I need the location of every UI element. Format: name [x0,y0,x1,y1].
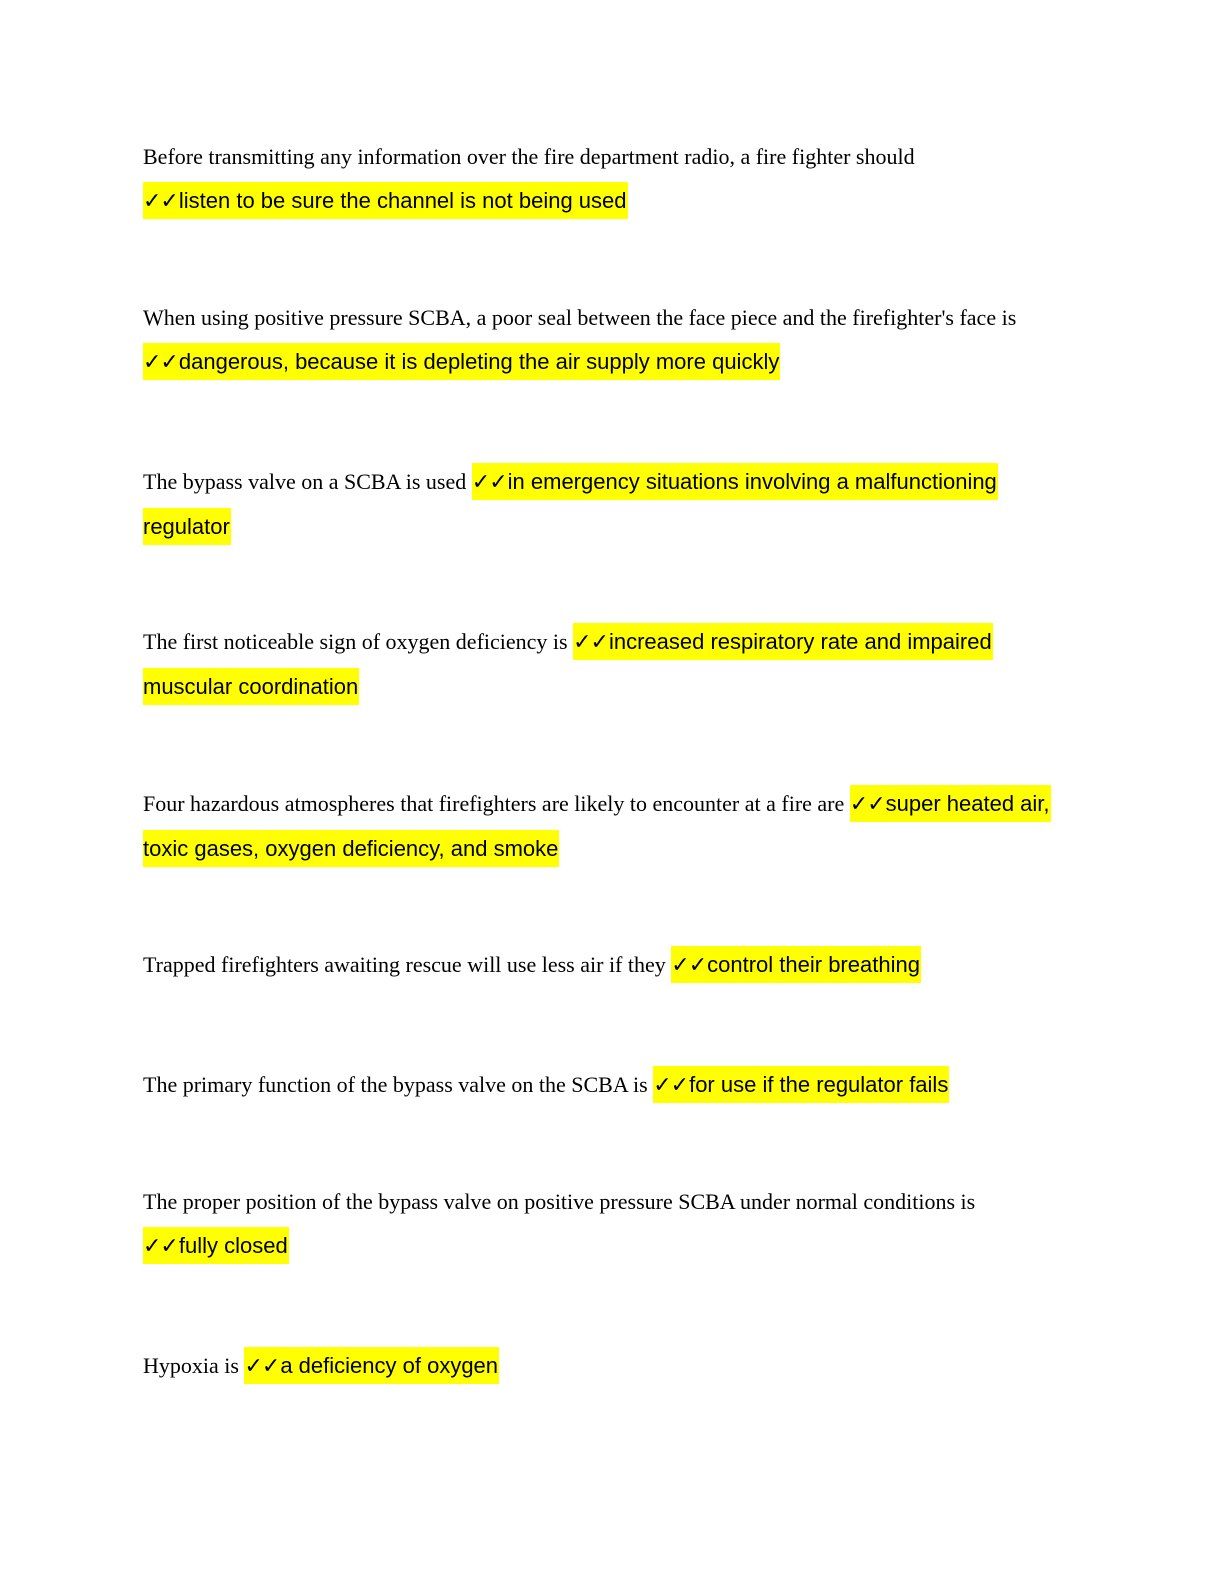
answer-highlight [671,946,921,983]
question-answer-item [143,135,1078,224]
answer-text: fully closed [178,1233,288,1258]
answer-highlight [143,1227,289,1264]
double-check-icon: ✓✓ [849,792,885,817]
double-check-icon: ✓✓ [143,350,178,375]
question-text: When using positive pressure SCBA, a poor seal between the face piece and the firefighter's face is [143,305,1017,330]
question-text: The bypass valve on a SCBA is used [143,469,472,494]
question-answer-item [143,1063,1078,1108]
answer-text: dangerous, because it is depleting the air supply more quickly [178,349,780,374]
double-check-icon: ✓✓ [471,470,507,495]
question-answer-item [143,620,1078,709]
double-check-icon: ✓✓ [143,1234,178,1259]
question-text: Four hazardous atmospheres that firefighters are likely to encounter at a fire are [143,791,850,816]
answer-text: listen to be sure the channel is not being used [178,188,627,213]
answer-text: increased respiratory rate and impaired muscular coordination [143,629,992,699]
answer-highlight [143,343,780,380]
double-check-icon: ✓✓ [244,1354,280,1379]
double-check-icon: ✓✓ [671,953,707,978]
answer-text: control their breathing [707,952,920,977]
double-check-icon: ✓✓ [573,630,608,655]
question-text: Hypoxia is [143,1353,245,1378]
double-check-icon: ✓✓ [653,1073,689,1098]
question-answer-item [143,460,1078,549]
question-text: The primary function of the bypass valve on the SCBA is [143,1072,654,1097]
answer-text: a deficiency of oxygen [280,1353,499,1378]
answer-text: in emergency situations involving a malfunctioning regulator [143,469,997,539]
answer-highlight [244,1347,499,1384]
answer-text: for use if the regulator fails [689,1072,949,1097]
question-answer-item [143,782,1078,871]
question-answer-item [143,1344,1078,1389]
question-answer-item [143,1180,1078,1269]
answer-text: super heated air, toxic gases, oxygen deficiency, and smoke [143,791,1050,861]
double-check-icon: ✓✓ [143,189,178,214]
question-text: The proper position of the bypass valve on positive pressure SCBA under normal conditions is [143,1189,976,1214]
question-text: The first noticeable sign of oxygen deficiency is [143,629,574,654]
answer-highlight [143,182,628,219]
question-text: Trapped firefighters awaiting rescue will use less air if they [143,952,672,977]
answer-highlight [653,1066,949,1103]
question-text: Before transmitting any information over the fire department radio, a fire fighter should [143,144,915,169]
question-answer-item [143,296,1078,385]
question-answer-item [143,943,1078,988]
